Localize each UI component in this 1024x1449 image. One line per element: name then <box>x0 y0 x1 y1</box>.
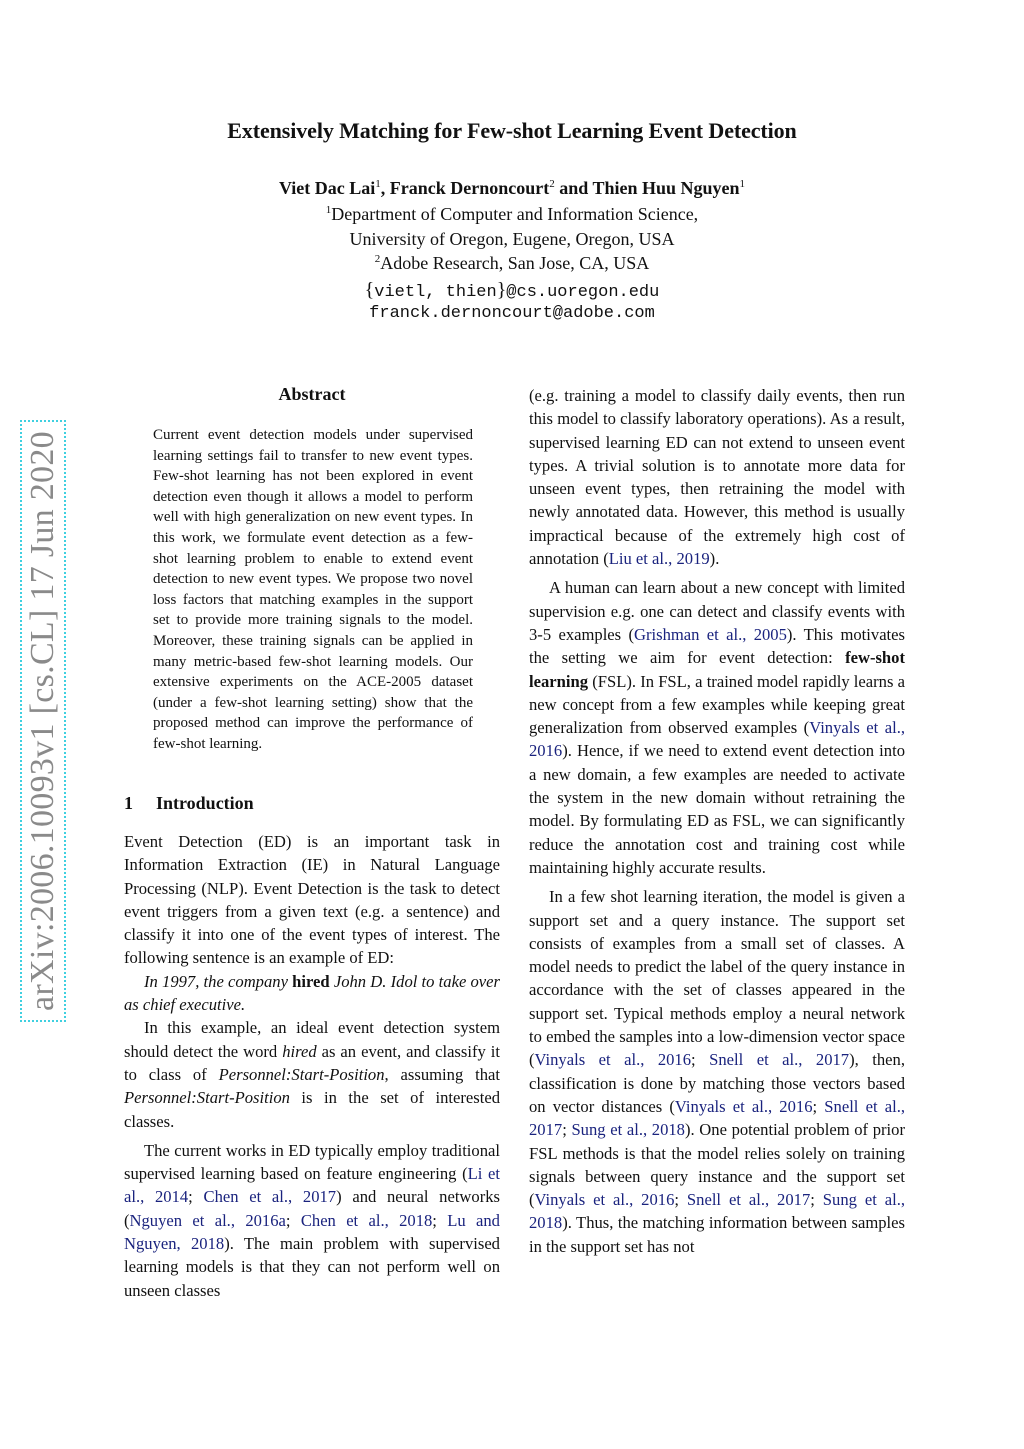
text-run: (FSL). In FSL, a trained model rapidly learns a new concept from a few examples while keeping great generalization from observed examples ( <box>529 671 905 738</box>
text-run: ; <box>810 1190 823 1210</box>
text-run: The current works in ED typically employ traditional supervised learning based on feature engineering ( <box>124 1140 500 1184</box>
text-run: as an event, and classify it to class of <box>124 1041 500 1084</box>
citation-link[interactable]: Snell et al., 2017 <box>709 1050 850 1070</box>
bold-term: few-shot learning <box>529 648 905 691</box>
paragraph <box>529 885 905 1258</box>
example-text: John D. Idol to take over as chief executive. <box>124 971 500 1015</box>
author-name: Franck Dernoncourt <box>389 178 550 198</box>
citation-link[interactable]: Li et al., 2014 <box>124 1164 500 1207</box>
affiliation-2-line1 <box>0 253 1024 274</box>
paragraph <box>529 576 905 879</box>
citation-link[interactable]: Chen et al., 2017 <box>203 1187 337 1207</box>
citation-link[interactable]: Snell et al., 2017 <box>686 1190 811 1210</box>
text-run: ; <box>674 1190 687 1210</box>
email-line-2: franck.dernoncourt@adobe.com <box>369 304 655 323</box>
citation-link[interactable]: Lu and Nguyen, 2018 <box>124 1210 500 1254</box>
paragraph <box>529 384 905 570</box>
section-number: 1 <box>124 793 133 813</box>
right-column <box>529 384 905 1258</box>
text-run: ; <box>188 1187 204 1207</box>
section-heading <box>124 793 254 814</box>
text-run: (e.g. training a model to classify daily events, then run this model to classify laboratory operations). As a result, supervised learning ED can not extend to unseen event types. A trivial solution is to annotate more data for unseen event types, then retraining the model with newly annotated data. However, this method is usually impractical because of the extremely high cost of annotation ( <box>529 386 905 569</box>
citation-link[interactable]: Snell et al., 2017 <box>529 1096 905 1140</box>
author-name: Thien Huu Nguyen <box>592 178 740 198</box>
text-run: A human can learn about a new concept with limited supervision e.g. one can detect and classify events with 3-5 examples ( <box>529 578 905 644</box>
text-run: ). One potential problem of prior FSL methods is that the model relies solely on training signals between query instance and the support set ( <box>529 1120 905 1210</box>
text-run: In a few shot learning iteration, the model is given a support set and a query instance. The support set consists of examples from a small set of classes. A model needs to predict the label of the query instance in accordance with the set of classes appeared in the support set. Typical methods employ a neural network to embed the samples into a low-dimension vector space ( <box>529 887 905 1070</box>
example-sentence <box>124 970 500 1017</box>
text-run: is in the set of interested classes. <box>124 1088 500 1131</box>
citation-link[interactable]: Vinyals et al., 2016 <box>534 1050 692 1070</box>
italic-term: Personnel:Start-Position <box>124 1088 290 1108</box>
arxiv-stamp <box>20 420 66 1022</box>
paragraph <box>124 1139 500 1302</box>
section-title: Introduction <box>156 793 254 813</box>
affil-text: Department of Computer and Information Science, <box>331 204 699 224</box>
arxiv-identifier: arXiv:2006.10093v1 [cs.CL] 17 Jun 2020 <box>24 431 61 1011</box>
text-run: , assuming that <box>384 1064 500 1084</box>
example-text: In 1997, the company <box>144 971 293 991</box>
paragraph: Event Detection (ED) is an important task in Information Extraction (IE) in Natural Language Processing (NLP). Event Detection is the task to detect event triggers from a given text (e.g. a sentence) and classify it into one of the event types of interest. The following sentence is an example of ED: <box>124 832 500 968</box>
author-separator: and <box>554 178 593 198</box>
text-run: ). <box>709 549 720 569</box>
affiliation-1-line1 <box>0 204 1024 225</box>
example-trigger: hired <box>292 971 330 991</box>
brace-close: } <box>496 279 507 301</box>
paper-title: Extensively Matching for Few-shot Learning Event Detection <box>227 118 797 143</box>
text-run: ; <box>562 1120 572 1140</box>
text-run: ). Hence, if we need to extend event detection into a new domain, a few examples are needed to activate the system in the new domain without retraining the model. By formulating ED as FSL, we can significantly reduce the annotation cost and training cost while maintaining highly accurate results. <box>529 741 905 877</box>
citation-link[interactable]: Vinyals et al., 2016 <box>534 1190 675 1210</box>
abstract-body: Current event detection models under supervised learning settings fail to transfer to new event types. Few-shot learning has not been explored in event detection even though it allows a model to perform well with high generalization on new event types. In this work, we formulate event detection as a few-shot learning problem to enable to extend event detection to new event types. We propose two novel loss factors that matching examples in the support set to provide more training signals to the model. Moreover, these training signals can be applied in many metric-based few-shot learning models. Our extensive experiments on the ACE-2005 dataset (under a few-shot learning setting) show that the proposed method can improve the performance of few-shot learning. <box>153 427 473 752</box>
citation-link[interactable]: Grishman et al., 2005 <box>634 624 787 644</box>
text-run: In this example, an ideal event detection system should detect the word <box>124 1018 500 1061</box>
text-run: ; <box>432 1210 448 1230</box>
affil-marker: 2 <box>374 253 381 265</box>
abstract-heading: Abstract <box>278 384 346 404</box>
brace-open: { <box>364 279 375 301</box>
italic-term: Personnel:Start-Position <box>218 1064 385 1084</box>
email-domain: @cs.uoregon.edu <box>506 283 660 302</box>
affil-text: Adobe Research, San Jose, CA, USA <box>380 253 650 273</box>
paragraph <box>124 1016 500 1132</box>
text-run: ) and neural networks ( <box>124 1187 500 1230</box>
text-run: ; <box>285 1210 301 1230</box>
italic-term: hired <box>282 1041 317 1061</box>
text-run: ). The main problem with supervised learning models is that they can not perform well on unseen classes <box>124 1234 500 1300</box>
author-affil-marker: 2 <box>549 178 555 190</box>
citation-link[interactable]: Vinyals et al., 2016 <box>674 1096 813 1116</box>
email-line-1 <box>0 279 1024 302</box>
text-run: ; <box>812 1096 825 1116</box>
author-affil-marker: 1 <box>739 178 746 190</box>
left-column <box>124 830 500 1302</box>
author-affil-marker: 1 <box>375 178 381 190</box>
citation-link[interactable]: Chen et al., 2018 <box>300 1210 433 1230</box>
email-names: vietl, thien <box>374 283 497 302</box>
author-separator: , <box>380 178 390 198</box>
text-run: ), then, classification is done by matching those vectors based on vector distances ( <box>529 1050 905 1116</box>
author-name: Viet Dac Lai <box>278 178 376 198</box>
citation-link[interactable]: Nguyen et al., 2016a <box>129 1210 286 1230</box>
author-list <box>0 178 1024 199</box>
text-run: ). This motivates the setting we aim for event detection: <box>529 624 905 668</box>
citation-link[interactable]: Liu et al., 2019 <box>608 549 710 569</box>
affiliation-1-line2: University of Oregon, Eugene, Oregon, USA <box>349 229 675 249</box>
citation-link[interactable]: Sung et al., 2018 <box>571 1120 685 1140</box>
affil-marker: 1 <box>325 204 332 216</box>
text-run: ; <box>691 1050 710 1070</box>
citation-link[interactable]: Vinyals et al., 2016 <box>529 718 906 761</box>
citation-link[interactable]: Sung et al., 2018 <box>529 1190 906 1233</box>
text-run: ). Thus, the matching information between samples in the support set has not <box>529 1213 905 1256</box>
